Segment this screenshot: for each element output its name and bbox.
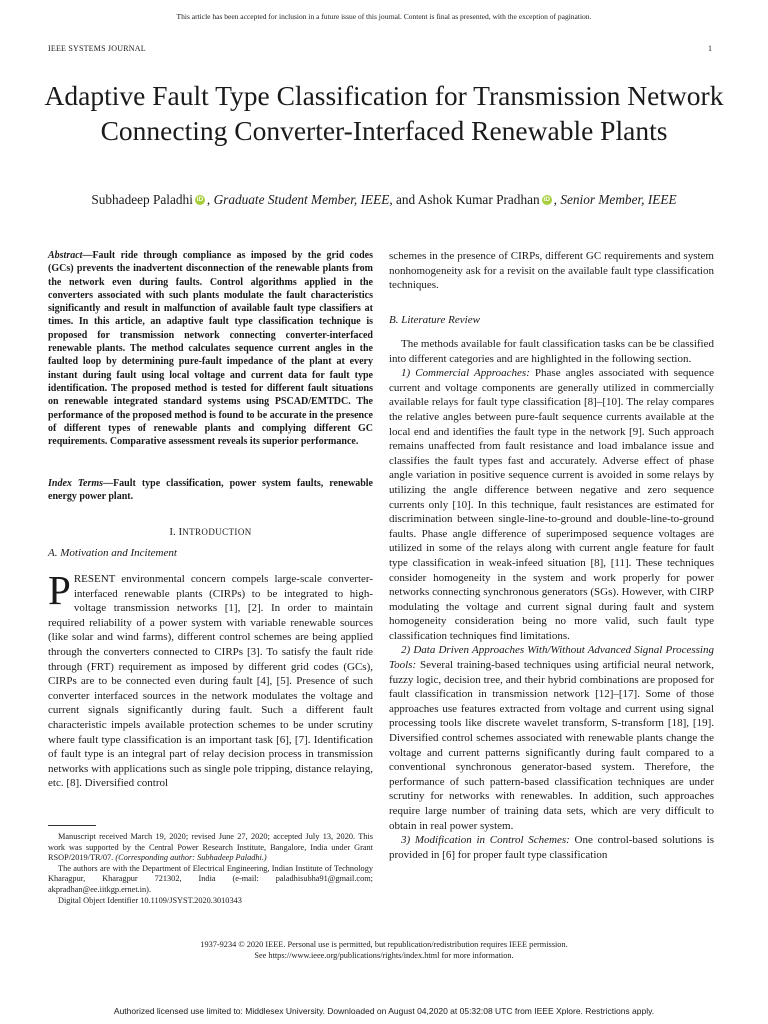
copyright-line-1: 1937-9234 © 2020 IEEE. Personal use is permitted, but republication/redistribution requires IEEE permission. (200, 940, 568, 949)
lit-review-control: 3) Modification in Control Schemes: One control-based solutions is provided in [6] for proper fault type classification (389, 834, 715, 861)
index-terms-label: Index Terms (48, 478, 104, 489)
footnote-affiliation: The authors are with the Department of Electrical Engineering, Indian Institute of Technology Kharagpur, Kharagpur 721302, India (e-mail: paladhisubha91@gmail.com; akpradhan@ee.iitkgp.ernet.in). (48, 863, 373, 894)
lit-review-commercial: 1) Commercial Approaches: Phase angles associated with sequence current and voltage components are generally utilized in commercially available relays for fault type classification [8]–[10]. The relay compares the relative angles between pure-fault sequence currents available at the local end and identifies the fault type in the network [9]. Such approach remains unaffected from fault resistance and load imbalance issue and classifies the fault types fast and accurately. Adverse effect of phase angle variation in positive sequence current is avoided in some relays by utilizing the angle difference between negative and zero sequence currents only [10]. In this technique, fault resistances are estimated for discrimination between single-line-to-ground and double-line-to-ground faults. Phase angle difference of superimposed sequence voltages are utilized in some of the relays along with current angle feature for fault type classification in weak-infeed situation [8], [11]. These techniques consider homogeneity in the system and work properly for power networks connecting synchronous generators (SGs). However, with CIRP modulating the voltage and current signal during fault and system homogeneity consideration being no more valid, such fault type classification techniques find limitations. (389, 367, 714, 642)
license-banner: Authorized licensed use limited to: Middlesex University. Downloaded on August 04,2020 at 05:32:08 UTC from IEEE Xplore. Restrictions apply. (113, 1006, 655, 1016)
orcid-icon[interactable]: iD (543, 196, 550, 203)
subsection-heading-b: B. Literature Review (389, 314, 480, 326)
copyright-line-2: See https://www.ieee.org/publications/rights/index.html for more information. (254, 951, 514, 960)
footnote-doi: Digital Object Identifier 10.1109/JSYST.2020.3010343 (58, 895, 242, 905)
abstract (48, 249, 373, 448)
author-line: Subhadeep Paladhi iD , Graduate Student Member, IEEE, and Ashok Kumar Pradhan iD , Senior Member, IEEE (91, 192, 677, 207)
intro-text: environmental concern compels large-scale converter-interfaced renewable plants (CIRPs) to be integrated to high-voltage transmission networks [1], [2]. In order to maintain required reliability of a power system with variable renewable sources (like solar and wind farms), different control schemes are being applied through the converters connected to CIRPs [3]. To satisfy the fault ride through (FRT) requirement as imposed by different grid codes (GCs), CIRPs are to be connected even during fault [4], [5]. Presence of such converter interfaced sources in the network modulates the voltage and current signals significantly during fault. Such a different fault characteristic impels available protection schemes to be under scrutiny where fault type classification is an important task [6], [7]. Identification of fault type is an integral part of relay decision process in transmission networks with applications such as single pole tripping, distance relaying, etc. [8]. Diversified control (48, 573, 373, 790)
abstract-label: Abstract (48, 250, 83, 261)
author-2-name: Ashok Kumar Pradhan (417, 192, 540, 207)
footnote-rule (48, 825, 96, 826)
index-terms (48, 477, 373, 504)
right-column-continuation: schemes in the presence of CIRPs, different GC requirements and system nonhomogeneity ask for a revisit on the available fault type classification techniques. (389, 250, 714, 292)
intro-paragraph (48, 567, 373, 791)
intro-first-word: RESENT (73, 573, 116, 585)
section-number: I. (169, 526, 179, 538)
footnotes (48, 832, 373, 906)
lit-review-data-driven: 2) Data Driven Approaches With/Without Advanced Signal Processing Tools: Several training-based techniques using artificial neural network, fuzzy logic, decision tree, and their hybrid combinations are proposed for fault classification in transmission network [12]–[17]. Some of those approaches use features extracted from voltage and current using signal processing tools like discrete wavelet transform, S-transform [18], [19]. Diversified control schemes associated with renewable plants change the voltage and current patterns significantly during fault compared to a conventional synchronous generator-based system. Therefore, the performance of such pattern-based classification techniques are under scrutiny for networks with renewables. In addition, such approaches require large number of training data sets, which are very difficult to obtain in real power system. (389, 644, 714, 832)
lit-review-intro: The methods available for fault classification tasks can be be classified into different categories and are highlighted in the following section. (389, 338, 714, 365)
index-terms-text: —Fault type classification, power system faults, renewable energy power plant. (48, 478, 373, 503)
author-1-name: Subhadeep Paladhi (91, 192, 193, 207)
running-head: IEEE SYSTEMS JOURNAL (48, 44, 146, 53)
footnote-received: Manuscript received March 19, 2020; revised June 27, 2020; accepted July 13, 2020. This work was supported by the Central Power Research Institute, Bangalore, India under Grant RSOP/2019/TR/07. (Corresponding author: Subhadeep Paladhi.) (48, 832, 373, 863)
acceptance-note: This article has been accepted for inclusion in a future issue of this journal. Content is final as presented, with the exception of pagination. (176, 12, 592, 21)
section-heading-introduction (48, 526, 373, 538)
author-conjunction: , and (389, 192, 418, 207)
author-1-role: Graduate Student Member, IEEE (213, 192, 390, 207)
author-2-role: Senior Member, IEEE (560, 192, 677, 207)
paper-title: Adaptive Fault Type Classification for Transmission Network Connecting Converter-Interfaced Renewable Plants (44, 80, 724, 146)
section-title-rest: NTRODUCTION (182, 527, 252, 537)
orcid-icon[interactable]: iD (196, 196, 204, 203)
copyright-notice (0, 939, 768, 961)
abstract-text: —Fault ride through compliance as imposed by the grid codes (GCs) prevents the inadvertent disconnection of the renewable plants from the network even during faults. Control algorithms applied in the converters associated with such plants modulate the fault characteristics significantly and result in malfunction of available fault type classifiers at times. In this article, an adaptive fault type classification technique is proposed for transmission network connecting converter-interfaced renewable plants. The method calculates sequence current angles in the faulted loop by determining pure-fault impedance of the plant at every instant during fault using local voltage and current data for fault type identification. The proposed method is tested for different fault situations on renewable integrated standard systems using PSCAD/EMTDC. The performance of the proposed method is found to be accurate in the presence of different types of renewable plants and complying different GC requirements. Comparative assessment reveals its superior performance. (48, 250, 373, 448)
page-number: 1 (708, 44, 712, 53)
literature-review (389, 337, 714, 862)
drop-cap: P (48, 567, 71, 613)
section-initial: I (178, 526, 183, 538)
subsection-heading-a: A. Motivation and Incitement (48, 547, 177, 559)
